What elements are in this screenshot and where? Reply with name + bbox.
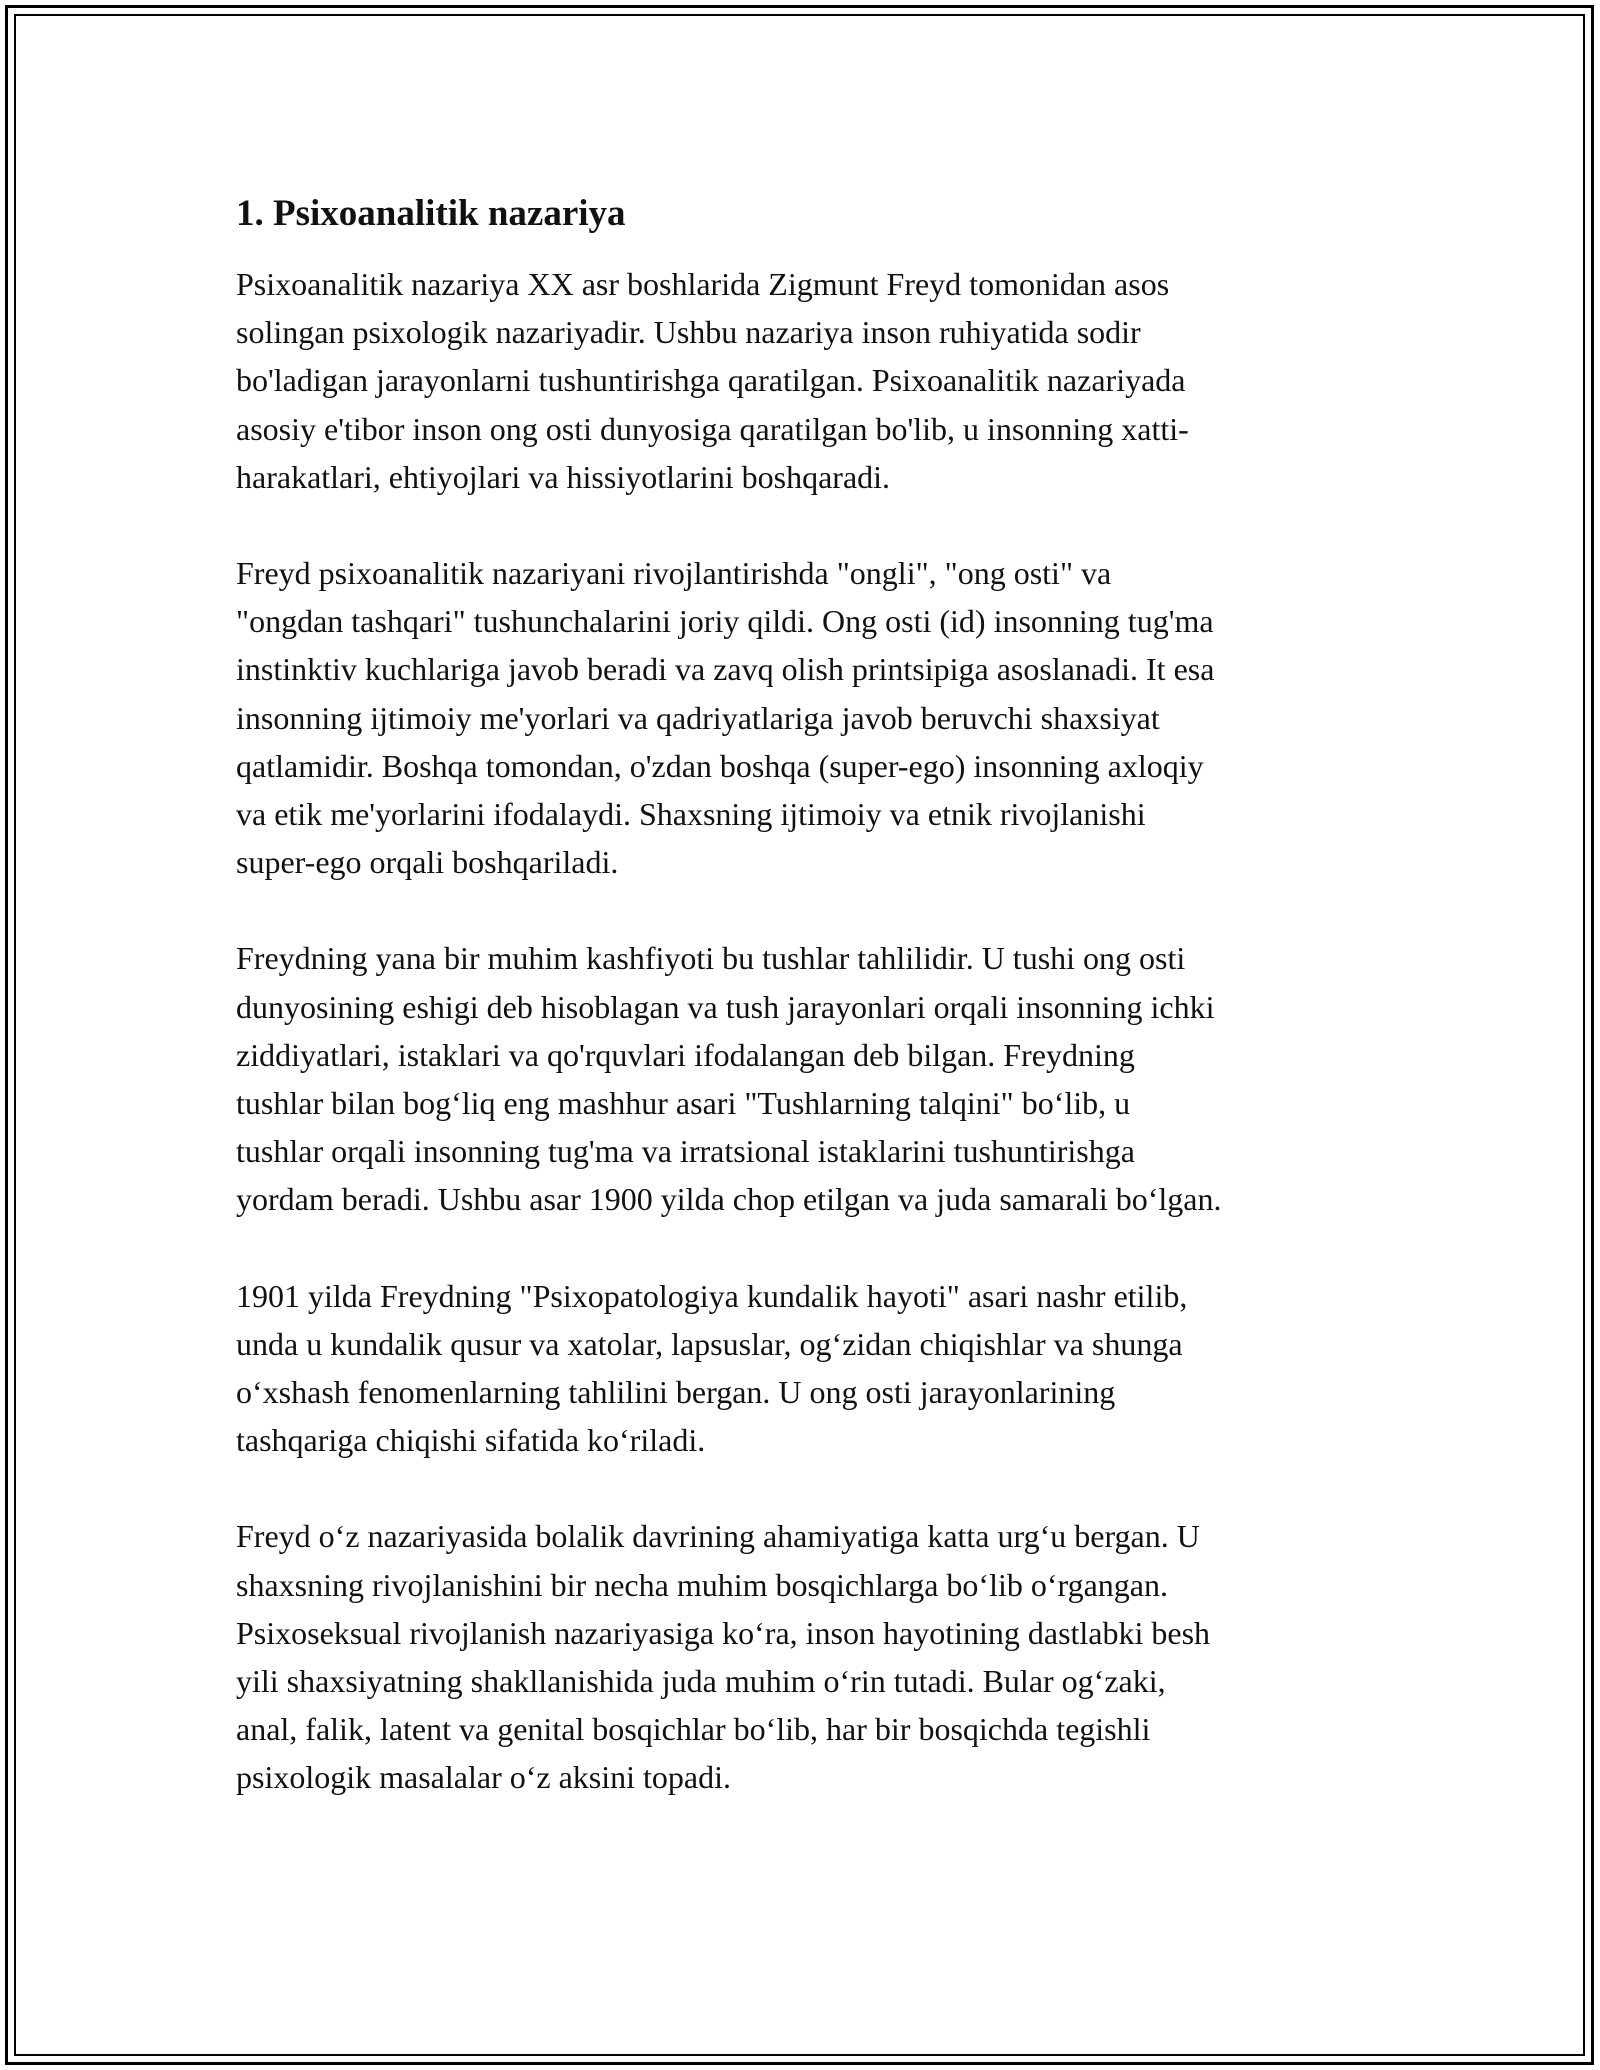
document-body [236, 190, 1376, 1850]
paragraph-3: Freydning yana bir muhim kashfiyoti bu tushlar tahlilidir. U tushi ong osti dunyosining eshigi deb hisoblagan va tush jarayonlari orqali insonning ichki ziddiyatlari, istaklari va qo'rquvlari ifodalangan deb bilgan. Freydning tushlar bilan bog‘liq eng mashhur asari "Tushlarning talqini" bo‘lib, u tushlar orqali insonning tug'ma va irratsional istaklarini tushuntirishga yordam beradi. Ushbu asar 1900 yilda chop etilgan va juda samarali bo‘lgan. [236, 940, 1222, 1218]
paragraph-1: Psixoanalitik nazariya XX asr boshlarida Zigmunt Freyd tomonidan asos solingan psixologik nazariyadir. Ushbu nazariya inson ruhiyatida sodir bo'ladigan jarayonlarni tushuntirishga qaratilgan. Psixoanalitik nazariyada asosiy e'tibor inson ong osti dunyosiga qaratilgan bo'lib, u insonning xatti- harakatlari, ehtiyojlari va hissiyotlarini boshqaradi. [236, 266, 1189, 495]
section-heading: 1. Psixoanalitik nazariya [236, 193, 626, 234]
paragraph-2: Freyd psixoanalitik nazariyani rivojlantirishda "ongli", "ong osti" va "ongdan tashqari" tushunchalarini joriy qildi. Ong osti (id) insonning tug'ma instinktiv kuchlariga javob beradi va zavq olish printsipiga asoslanadi. It esa insonning ijtimoiy me'yorlari va qadriyatlariga javob beruvchi shaxsiyat qatlamidir. Boshqa tomondan, o'zdan boshqa (super-ego) insonning axloqiy va etik me'yorlarini ifodalaydi. Shaxsning ijtimoiy va etnik rivojlanishi super-ego orqali boshqariladi. [236, 555, 1215, 881]
paragraph-4: 1901 yilda Freydning "Psixopatologiya kundalik hayoti" asari nashr etilib, unda u kundalik qusur va xatolar, lapsuslar, og‘zidan chiqishlar va shunga o‘xshash fenomenlarning tahlilini bergan. U ong osti jarayonlarining tashqariga chiqishi sifatida ko‘riladi. [236, 1277, 1188, 1459]
paragraph-5: Freyd o‘z nazariyasida bolalik davrining ahamiyatiga katta urg‘u bergan. U shaxsning rivojlanishini bir necha muhim bosqichlarga bo‘lib o‘rgangan. Psixoseksual rivojlanish nazariyasiga ko‘ra, inson hayotining dastlabki besh yili shaxsiyatning shakllanishida juda muhim o‘rin tutadi. Bular og‘zaki, anal, falik, latent va genital bosqichlar bo‘lib, har bir bosqichda tegishli psixologik masalalar o‘z aksini topadi. [236, 1518, 1211, 1796]
